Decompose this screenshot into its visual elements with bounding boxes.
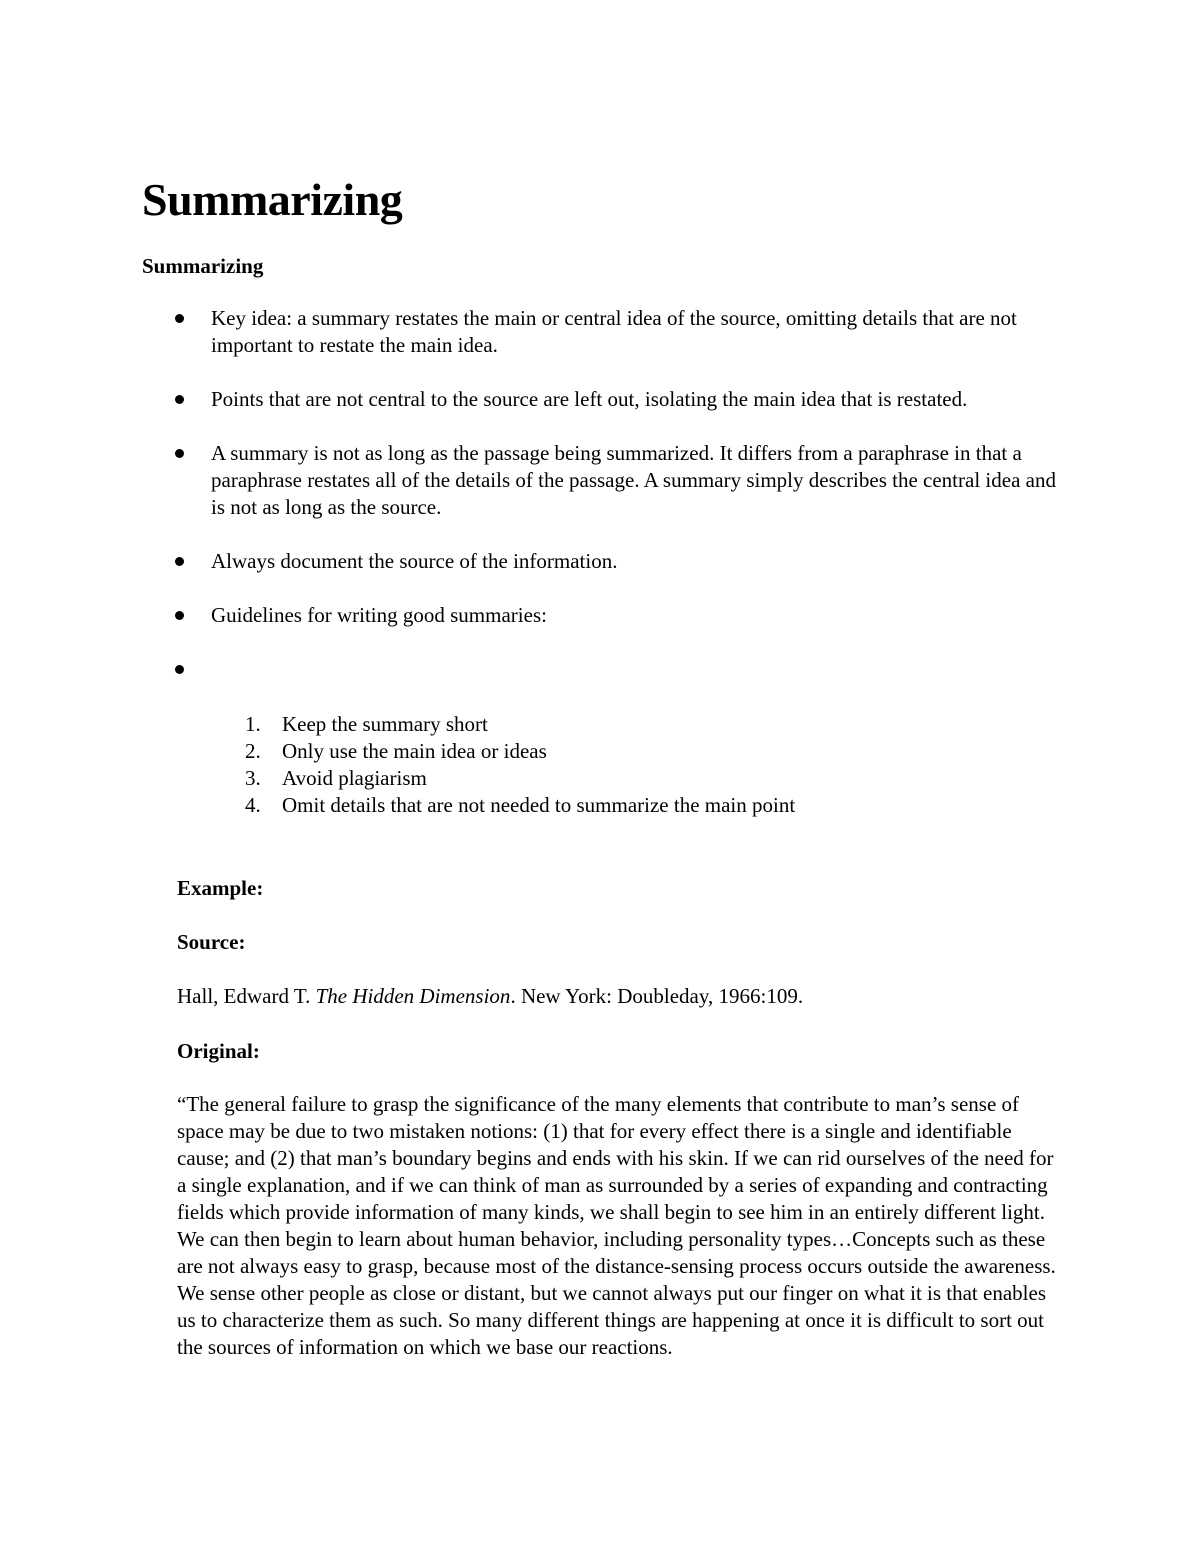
guideline-text: Avoid plagiarism [282,766,427,790]
example-label: Example: [177,876,264,900]
guidelines-list [0,711,795,819]
bullet-icon [175,314,184,323]
bullet-icon [175,665,184,674]
document-title: Summarizing [142,174,403,225]
guideline-text: Keep the summary short [282,712,488,736]
bullet-icon [175,611,184,620]
list-item [0,386,1061,413]
guideline-number: 1. [245,712,261,736]
original-label: Original: [177,1039,260,1063]
citation [177,982,803,1010]
source-label: Source: [177,930,246,954]
list-item [0,440,1061,521]
citation-book-title: The Hidden Dimension [315,984,511,1008]
empty-list-item [0,656,1061,683]
bullet-text: Key idea: a summary restates the main or central idea of the source, omitting details that are not important to restate the main idea. [211,306,1017,357]
guideline-item [0,711,795,738]
citation-publication: . New York: Doubleday, 1966:109. [510,984,804,1008]
guideline-item [0,765,795,792]
guideline-text: Omit details that are not needed to summarize the main point [282,793,796,817]
guideline-text: Only use the main idea or ideas [282,739,547,763]
guideline-item [0,738,795,765]
section-heading: Summarizing [142,254,264,278]
guideline-item [0,792,795,819]
bullet-text: Points that are not central to the source are left out, isolating the main idea that is restated. [211,387,968,411]
list-item [0,305,1061,359]
bullet-icon [175,395,184,404]
bullet-icon [175,449,184,458]
guideline-number: 3. [245,766,261,790]
key-points-list [0,305,1200,683]
list-item [0,548,1061,575]
bullet-text: A summary is not as long as the passage being summarized. It differs from a paraphrase in that a paraphrase restates all of the details of the passage. A summary simply describes the central idea and is not as long as the source. [211,441,1056,519]
citation-author: Hall, Edward T. [177,984,316,1008]
original-quote: “The general failure to grasp the significance of the many elements that contribute to man’s sense of space may be due to two mistaken notions: (1) that for every effect there is a single and identifiable cause; and (2) that man’s boundary begins and ends with his skin. If we can rid ourselves of the need for a single explanation, and if we can think of man as surrounded by a series of expanding and contracting fields which provide information of many kinds, we shall begin to see him in an entirely different light. We can then begin to learn about human behavior, including personality types…Concepts such as these are not always easy to grasp, because most of the distance-sensing process occurs outside the awareness. We sense other people as close or distant, but we cannot always put our finger on what it is that enables us to characterize them as such. So many different things are happening at once it is difficult to sort out the sources of information on which we base our reactions. [177,1092,1056,1359]
bullet-text: Always document the source of the information. [211,549,618,573]
bullet-icon [175,557,184,566]
list-item [0,602,1061,629]
bullet-text: Guidelines for writing good summaries: [211,603,547,627]
guideline-number: 4. [245,793,261,817]
guideline-number: 2. [245,739,261,763]
